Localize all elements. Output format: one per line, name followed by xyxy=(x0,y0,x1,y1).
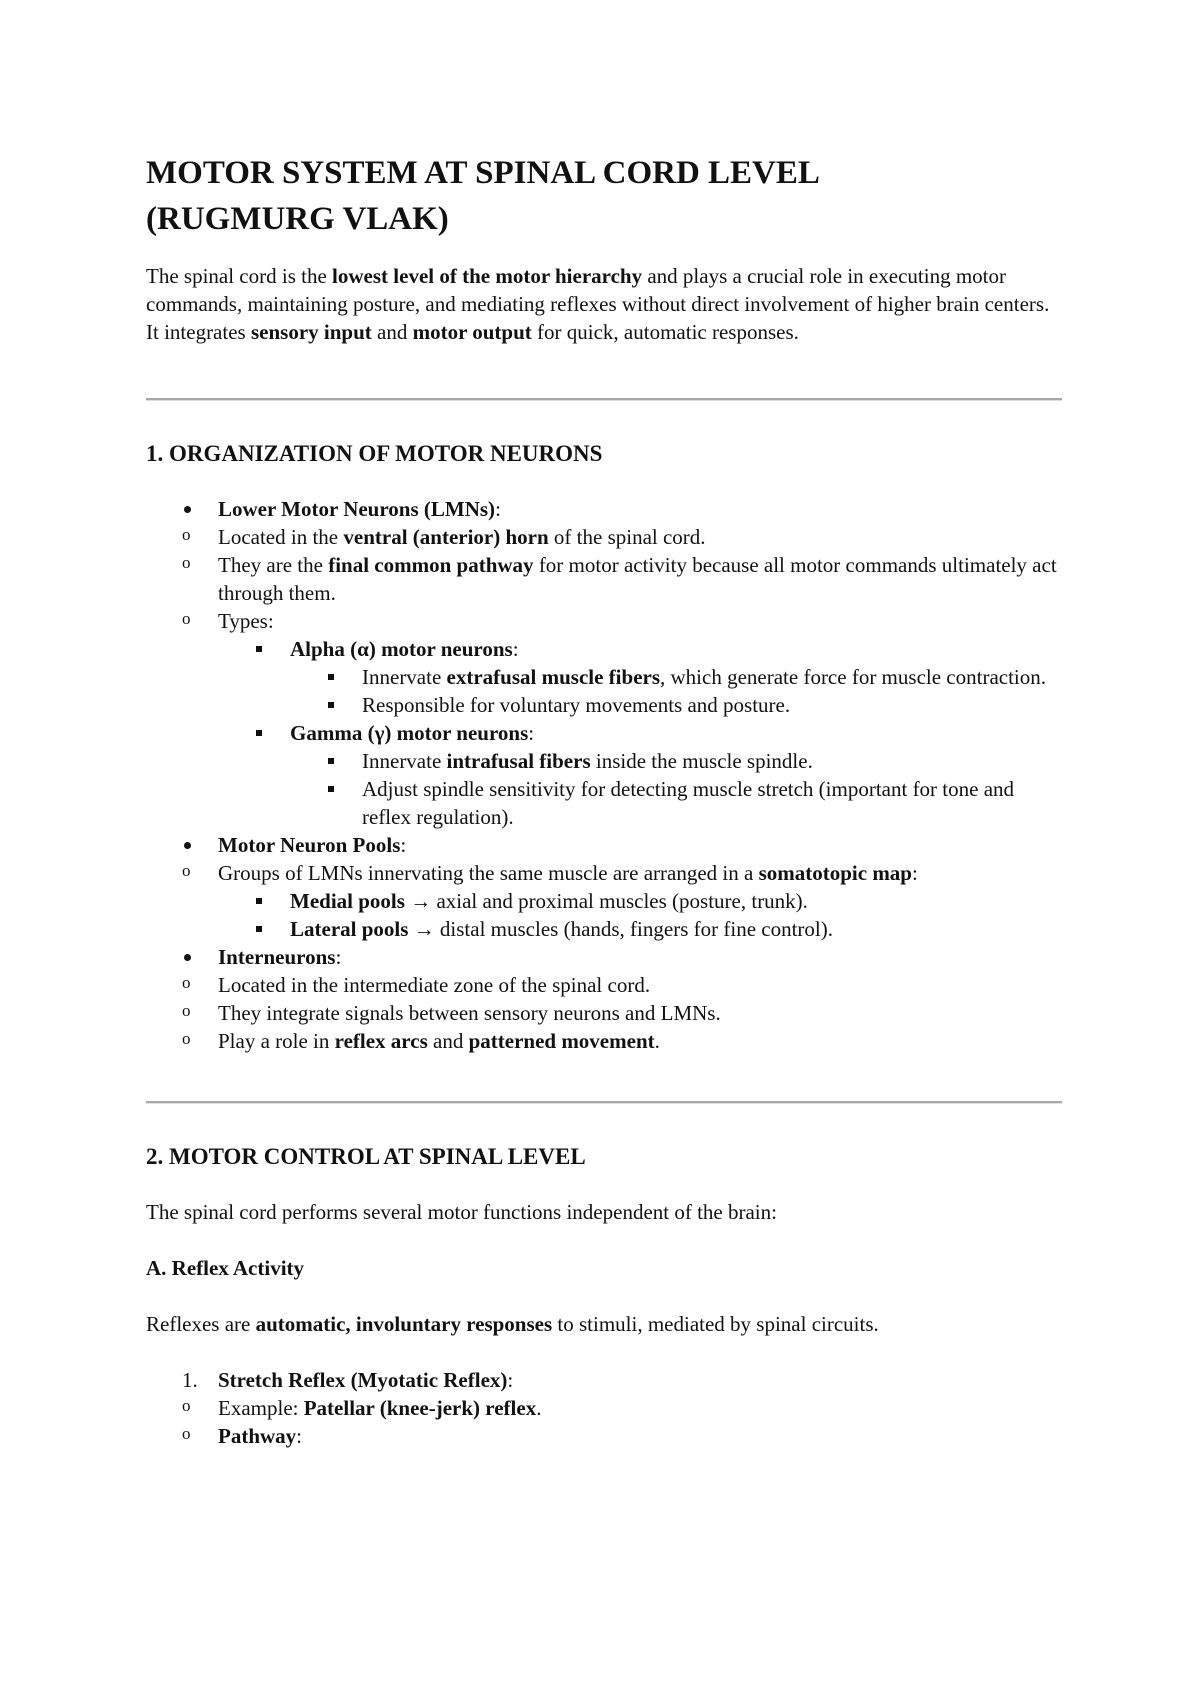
text-run: They integrate signals between sensory neurons and LMNs. xyxy=(218,1001,721,1025)
section-1-list xyxy=(146,495,1066,1055)
text-run: : xyxy=(495,497,501,521)
bold-run: Alpha (α) motor neurons xyxy=(290,637,513,661)
text-run: The spinal cord is the xyxy=(146,264,333,288)
list-item xyxy=(72,915,1066,943)
bold-run: intrafusal fibers xyxy=(446,749,591,773)
text-run: : xyxy=(528,721,535,745)
bold-run: Interneurons xyxy=(218,945,336,969)
text-run: Located in the intermediate zone of the spinal cord. xyxy=(218,973,651,997)
reflex-intro-paragraph xyxy=(146,1310,1066,1338)
bold-run: Pathway xyxy=(218,1424,297,1448)
document-page xyxy=(146,150,1066,1450)
sub-list xyxy=(72,971,1066,1055)
bold-run: Gamma (γ) motor neurons xyxy=(290,721,529,745)
text-run: Reflexes are xyxy=(146,1312,256,1336)
text-run: Adjust spindle sensitivity for detecting muscle stretch (important for tone and reflex regulation). xyxy=(362,777,1015,829)
list-item xyxy=(72,1422,1066,1450)
list-item xyxy=(72,887,1066,915)
text-run: . xyxy=(536,1396,542,1420)
reflex-list xyxy=(146,1366,1066,1450)
bold-run: Lateral pools xyxy=(290,917,409,941)
sub-list xyxy=(72,859,1066,943)
list-item-pools xyxy=(146,831,1066,943)
text-run: Example: xyxy=(218,1396,304,1420)
list-item xyxy=(72,747,1066,775)
list-item-stretch-reflex xyxy=(146,1366,1066,1450)
section-2-intro: The spinal cord performs several motor functions independent of the brain: xyxy=(146,1200,777,1224)
list-item xyxy=(72,663,1066,691)
list-item-lmn xyxy=(146,495,1066,831)
list-item-alpha xyxy=(72,635,1066,719)
sub-list xyxy=(72,1394,1066,1450)
bold-run: ventral (anterior) horn xyxy=(343,525,549,549)
list-item xyxy=(72,859,1066,943)
sub-list xyxy=(72,747,1066,831)
bold-run: Lower Motor Neurons (LMNs) xyxy=(218,497,496,521)
text-run: : xyxy=(507,1368,514,1392)
bold-run: patterned movement xyxy=(468,1029,655,1053)
bold-run: Medial pools xyxy=(290,889,405,913)
bold-run: lowest level of the motor hierarchy xyxy=(332,264,643,288)
list-number: 1. xyxy=(182,1368,198,1392)
text-run: : xyxy=(912,861,918,885)
section-2-heading: 2. MOTOR CONTROL AT SPINAL LEVEL xyxy=(146,1144,586,1169)
bold-run: reflex arcs xyxy=(334,1029,428,1053)
text-run: to stimuli, mediated by spinal circuits. xyxy=(552,1312,879,1336)
section-1-heading: 1. ORGANIZATION OF MOTOR NEURONS xyxy=(146,441,603,466)
list-item xyxy=(72,551,1066,607)
list-item xyxy=(72,691,1066,719)
bold-run: automatic, involuntary responses xyxy=(255,1312,553,1336)
document-title xyxy=(146,150,1066,242)
list-item-gamma xyxy=(72,719,1066,831)
sub-list xyxy=(72,523,1066,831)
text-run: inside the muscle spindle. xyxy=(590,749,813,773)
text-run: , which generate force for muscle contraction. xyxy=(660,665,1047,689)
text-run: and xyxy=(427,1029,469,1053)
subheading-reflex-activity: A. Reflex Activity xyxy=(146,1256,305,1280)
title-line-2: (RUGMURG VLAK) xyxy=(146,201,449,237)
list-item-interneurons xyxy=(146,943,1066,1055)
list-item xyxy=(72,999,1066,1027)
text-run: Located in the xyxy=(218,525,344,549)
text-run: Types: xyxy=(218,609,274,633)
text-run: for quick, automatic responses. xyxy=(531,320,799,344)
sub-list xyxy=(72,887,1066,943)
list-item xyxy=(72,775,1066,831)
text-run: and plays a crucial role in executing motor commands, maintaining posture, and mediating reflexes without direct involvement of higher brain centers. It integrates xyxy=(146,264,1050,344)
text-run: : xyxy=(512,637,519,661)
bold-run: extrafusal muscle fibers xyxy=(446,665,661,689)
text-run: Innervate xyxy=(362,665,447,689)
text-run: Groups of LMNs innervating the same muscle are arranged in a xyxy=(218,861,759,885)
text-run: Play a role in xyxy=(218,1029,335,1053)
text-run: : xyxy=(296,1424,303,1448)
list-item xyxy=(72,1027,1066,1055)
bold-run: Motor Neuron Pools xyxy=(218,833,401,857)
bold-run: sensory input xyxy=(250,320,372,344)
list-item xyxy=(72,971,1066,999)
bold-run: final common pathway xyxy=(328,553,534,577)
text-run: for motor activity because all motor commands ultimately act through them. xyxy=(218,553,1057,605)
text-run: Innervate xyxy=(362,749,447,773)
sub-list xyxy=(72,635,1066,831)
section-divider xyxy=(146,398,1062,401)
text-run: → distal muscles (hands, fingers for fine control). xyxy=(408,917,833,941)
intro-paragraph xyxy=(146,262,1066,346)
text-run: and xyxy=(371,320,413,344)
bold-run: motor output xyxy=(412,320,532,344)
title-line-1: MOTOR SYSTEM AT SPINAL CORD LEVEL xyxy=(146,155,820,191)
text-run: : xyxy=(335,945,342,969)
text-run: They are the xyxy=(218,553,329,577)
sub-list xyxy=(72,663,1066,719)
section-divider xyxy=(146,1101,1062,1104)
list-item-types xyxy=(72,607,1066,831)
text-run: → axial and proximal muscles (posture, trunk). xyxy=(404,889,808,913)
bold-run: somatotopic map xyxy=(758,861,912,885)
text-run: : xyxy=(400,833,407,857)
text-run: Responsible for voluntary movements and posture. xyxy=(362,693,791,717)
text-run: . xyxy=(654,1029,660,1053)
list-item xyxy=(72,523,1066,551)
bold-run: Stretch Reflex (Myotatic Reflex) xyxy=(218,1368,508,1392)
bold-run: Patellar (knee-jerk) reflex xyxy=(303,1396,537,1420)
list-item xyxy=(72,1394,1066,1422)
text-run: of the spinal cord. xyxy=(548,525,706,549)
